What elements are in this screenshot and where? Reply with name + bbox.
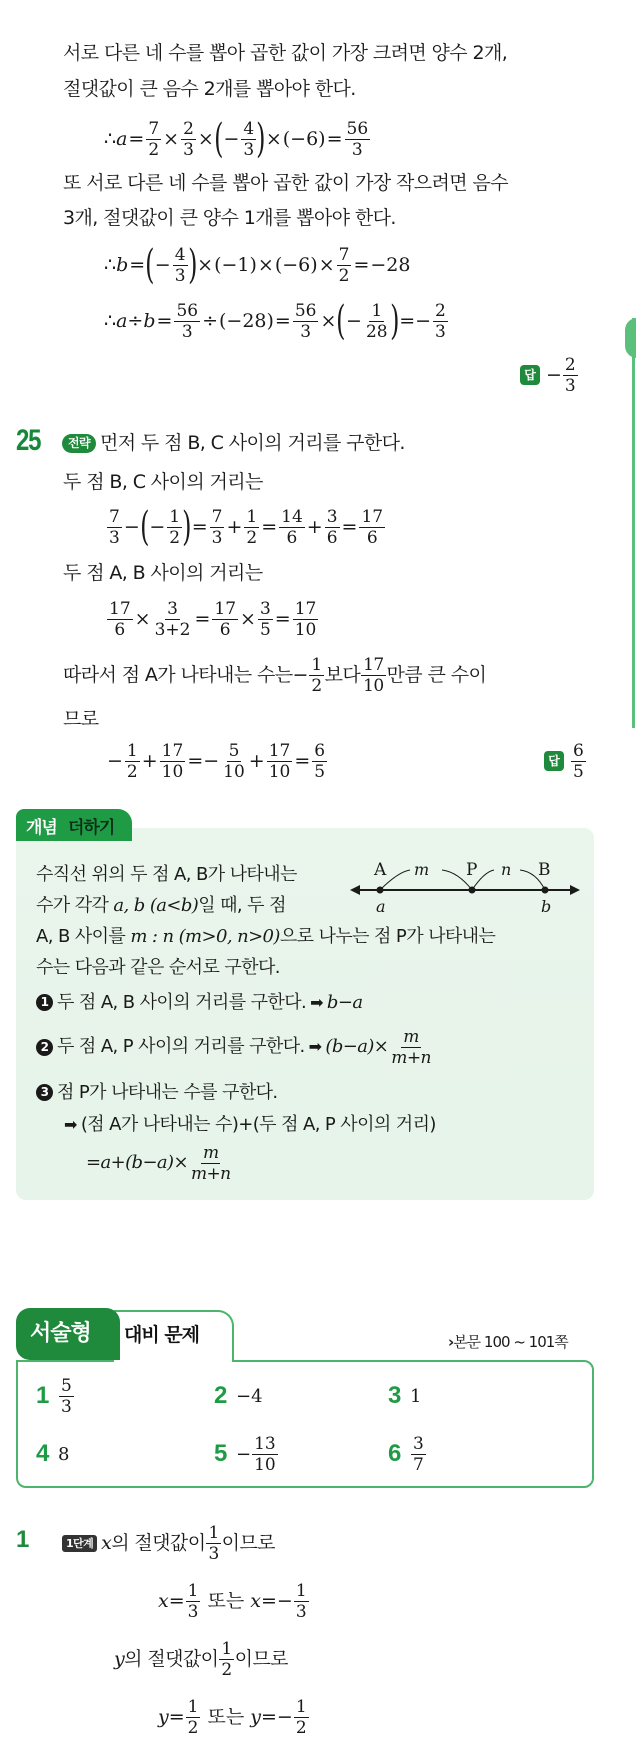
svg-text:a: a [376, 897, 386, 916]
fraction: $\frac{2}{3}$ [183, 118, 194, 160]
concept-tab [16, 809, 132, 841]
step-number-badge: 2 [36, 1039, 53, 1056]
concept-step-3-line3: =a+(b−a)× $\frac{m}{m+n}$ [86, 1142, 231, 1184]
essay-answer-2: 2 −4 [214, 1382, 263, 1409]
step-badge: 1단계 [62, 1535, 97, 1552]
sol1-line1: 1단계 x 의 절댓값이 $\frac{1}{3}$ 이므로 [62, 1520, 275, 1566]
q25-answer: 답 $\frac{6}{5}$ [544, 736, 587, 786]
svg-text:B: B [538, 860, 551, 880]
answer-badge: 답 [520, 365, 540, 385]
q24-text-line3: 또 서로 다른 네 수를 뽑아 곱한 값이 가장 작으려면 음수 [63, 172, 508, 194]
svg-text:n: n [501, 860, 512, 879]
concept-step-3-line2: ➡ (점 A가 나타내는 수)+(두 점 A, P 사이의 거리) [64, 1114, 436, 1135]
therefore-symbol: ∴ [104, 310, 117, 332]
var-a: a [116, 128, 128, 150]
fraction: $\frac{4}{3}$ [174, 244, 186, 286]
strategy-text: 먼저 두 점 B, C 사이의 거리를 구한다. [99, 432, 405, 454]
concept-p4: 수는 다음과 같은 순서로 구한다. [36, 957, 280, 978]
q24-eq-a: ∴ a = $\frac{7}{2}$ × $\frac{2}{3}$ × ( − $\frac{4}{3}$ ) × (−6) = $\frac{56}{3}$ [104, 116, 369, 162]
essay-answers-box [16, 1360, 594, 1488]
q24-eq-div: ∴ a÷b = $\frac{56}{3}$ ÷ (−28) = $\frac{56}{3}$ × ( − $\frac{1}{28}$ ) =− $\frac{2}{3}$ [104, 298, 446, 344]
step-number-badge: 1 [36, 994, 53, 1011]
q25-eq1: $\frac{7}{3}$ − ( − $\frac{1}{2}$ ) = $\frac{7}{3}$ + $\frac{1}{2}$ = $\frac{14}{6}$ + $\frac{3}{6}$ = $\frac{17}{6}$ [109, 504, 384, 550]
q25-line4: 므로 [63, 708, 99, 730]
fraction: $\frac{2}{3}$ [435, 300, 446, 342]
essay-answer-5: 5 − $\frac{13}{10}$ [214, 1433, 276, 1475]
var-b: b [116, 254, 129, 276]
concept-p3: A, B 사이를 m : n (m>0, n>0)으로 나누는 점 P가 나타내는 [36, 926, 496, 947]
essay-tab-primary [16, 1308, 120, 1360]
fraction: $\frac{56}{3}$ [176, 300, 199, 342]
q24-text-line4: 3개, 절댓값이 큰 양수 1개를 뽑아야 한다. [63, 207, 396, 229]
concept-tab-label-2: 더하기 [68, 818, 115, 838]
chevron-right-icon: › [448, 1333, 454, 1351]
arrow-right-icon: ➡ [64, 1115, 77, 1134]
fraction: $\frac{7}{2}$ [148, 118, 160, 160]
svg-text:b: b [541, 897, 552, 916]
q24-eq-b: ∴ b = ( − $\frac{4}{3}$ ) × (−1) × (−6) × $\frac{7}{2}$ = −28 [104, 242, 411, 288]
question-number: 25 [16, 424, 41, 457]
concept-step-2: 2 두 점 A, P 사이의 거리를 구한다. ➡ (b−a)× $\frac{m}{m+n}$ [36, 1022, 434, 1072]
sol1-eq2: y= $\frac{1}{2}$ 또는 y=− $\frac{1}{2}$ [158, 1696, 307, 1738]
answer-badge: 답 [544, 751, 564, 771]
q25-strategy [62, 430, 405, 456]
arrow-right-icon: ➡ [308, 1037, 322, 1056]
concept-p1: 수직선 위의 두 점 A, B가 나타내는 [36, 864, 297, 885]
tab-border-cover [118, 1358, 232, 1364]
q25-eq3: − $\frac{1}{2}$ + $\frac{17}{10}$ =− $\frac{5}{10}$ + $\frac{17}{10}$ = $\frac{6}{5}$ [107, 740, 326, 782]
q25-line3: 따라서 점 A가 나타내는 수는 − $\frac{1}{2}$ 보다 $\frac{17}{10}$ 만큼 큰 수이 [63, 654, 487, 696]
sol1-line2: y 의 절댓값이 $\frac{1}{2}$ 이므로 [114, 1638, 288, 1680]
concept-tab-label: 개념 [26, 818, 57, 838]
svg-text:P: P [466, 860, 478, 880]
essay-answer-6: 6 $\frac{3}{7}$ [388, 1433, 424, 1475]
essay-tab-secondary-label: 대비 문제 [124, 1324, 200, 1346]
fraction: $\frac{2}{3}$ [564, 354, 576, 396]
therefore-symbol: ∴ [104, 128, 117, 150]
concept-step-1: 1 두 점 A, B 사이의 거리를 구한다. ➡ b−a [36, 990, 362, 1016]
essay-tab-primary-label: 서술형 [30, 1321, 91, 1346]
solution-number: 1 [16, 1526, 30, 1553]
essay-answer-3: 3 1 [388, 1382, 422, 1409]
essay-answer-1: 1 $\frac{5}{3}$ [36, 1375, 72, 1417]
result: −28 [370, 254, 411, 276]
q24-text-line1: 서로 다른 네 수를 뽑아 곱한 값이 가장 크려면 양수 2개, [63, 42, 508, 64]
fraction: $\frac{1}{28}$ [365, 300, 388, 342]
q24-answer: 답 − $\frac{2}{3}$ [520, 350, 579, 400]
side-tab-marker [632, 318, 636, 728]
fraction: $\frac{56}{3}$ [294, 300, 317, 342]
q25-line2: 두 점 A, B 사이의 거리는 [63, 562, 263, 584]
sol1-eq1: x= $\frac{1}{3}$ 또는 x=− $\frac{1}{3}$ [158, 1580, 307, 1622]
fraction: $\frac{7}{2}$ [338, 244, 350, 286]
svg-text:m: m [414, 860, 430, 879]
essay-tab-secondary [114, 1310, 234, 1362]
concept-step-3: 3 점 P가 나타내는 수를 구한다. [36, 1080, 278, 1106]
q25-line1: 두 점 B, C 사이의 거리는 [63, 471, 263, 493]
fraction: $\frac{56}{3}$ [346, 118, 369, 160]
arrow-right-icon: ➡ [310, 993, 323, 1012]
strategy-badge: 전략 [62, 434, 96, 453]
svg-text:A: A [374, 860, 387, 880]
fraction: $\frac{4}{3}$ [243, 118, 255, 160]
essay-answer-4: 4 8 [36, 1440, 70, 1467]
page-reference: ›본문 100 ~ 101쪽 [448, 1333, 568, 1351]
concept-p2: 수가 각각 a, b (a<b)일 때, 두 점 [36, 895, 286, 916]
q24-text-line2: 절댓값이 큰 음수 2개를 뽑아야 한다. [63, 78, 356, 100]
q25-eq2: $\frac{17}{6}$ × $\frac{3}{3+2}$ = $\frac{17}{6}$ × $\frac{3}{5}$ = $\frac{17}{10}$ [109, 598, 317, 640]
step-number-badge: 3 [36, 1084, 53, 1101]
number-line-diagram [350, 850, 580, 916]
term: (−6) [282, 128, 326, 150]
therefore-symbol: ∴ [104, 254, 117, 276]
